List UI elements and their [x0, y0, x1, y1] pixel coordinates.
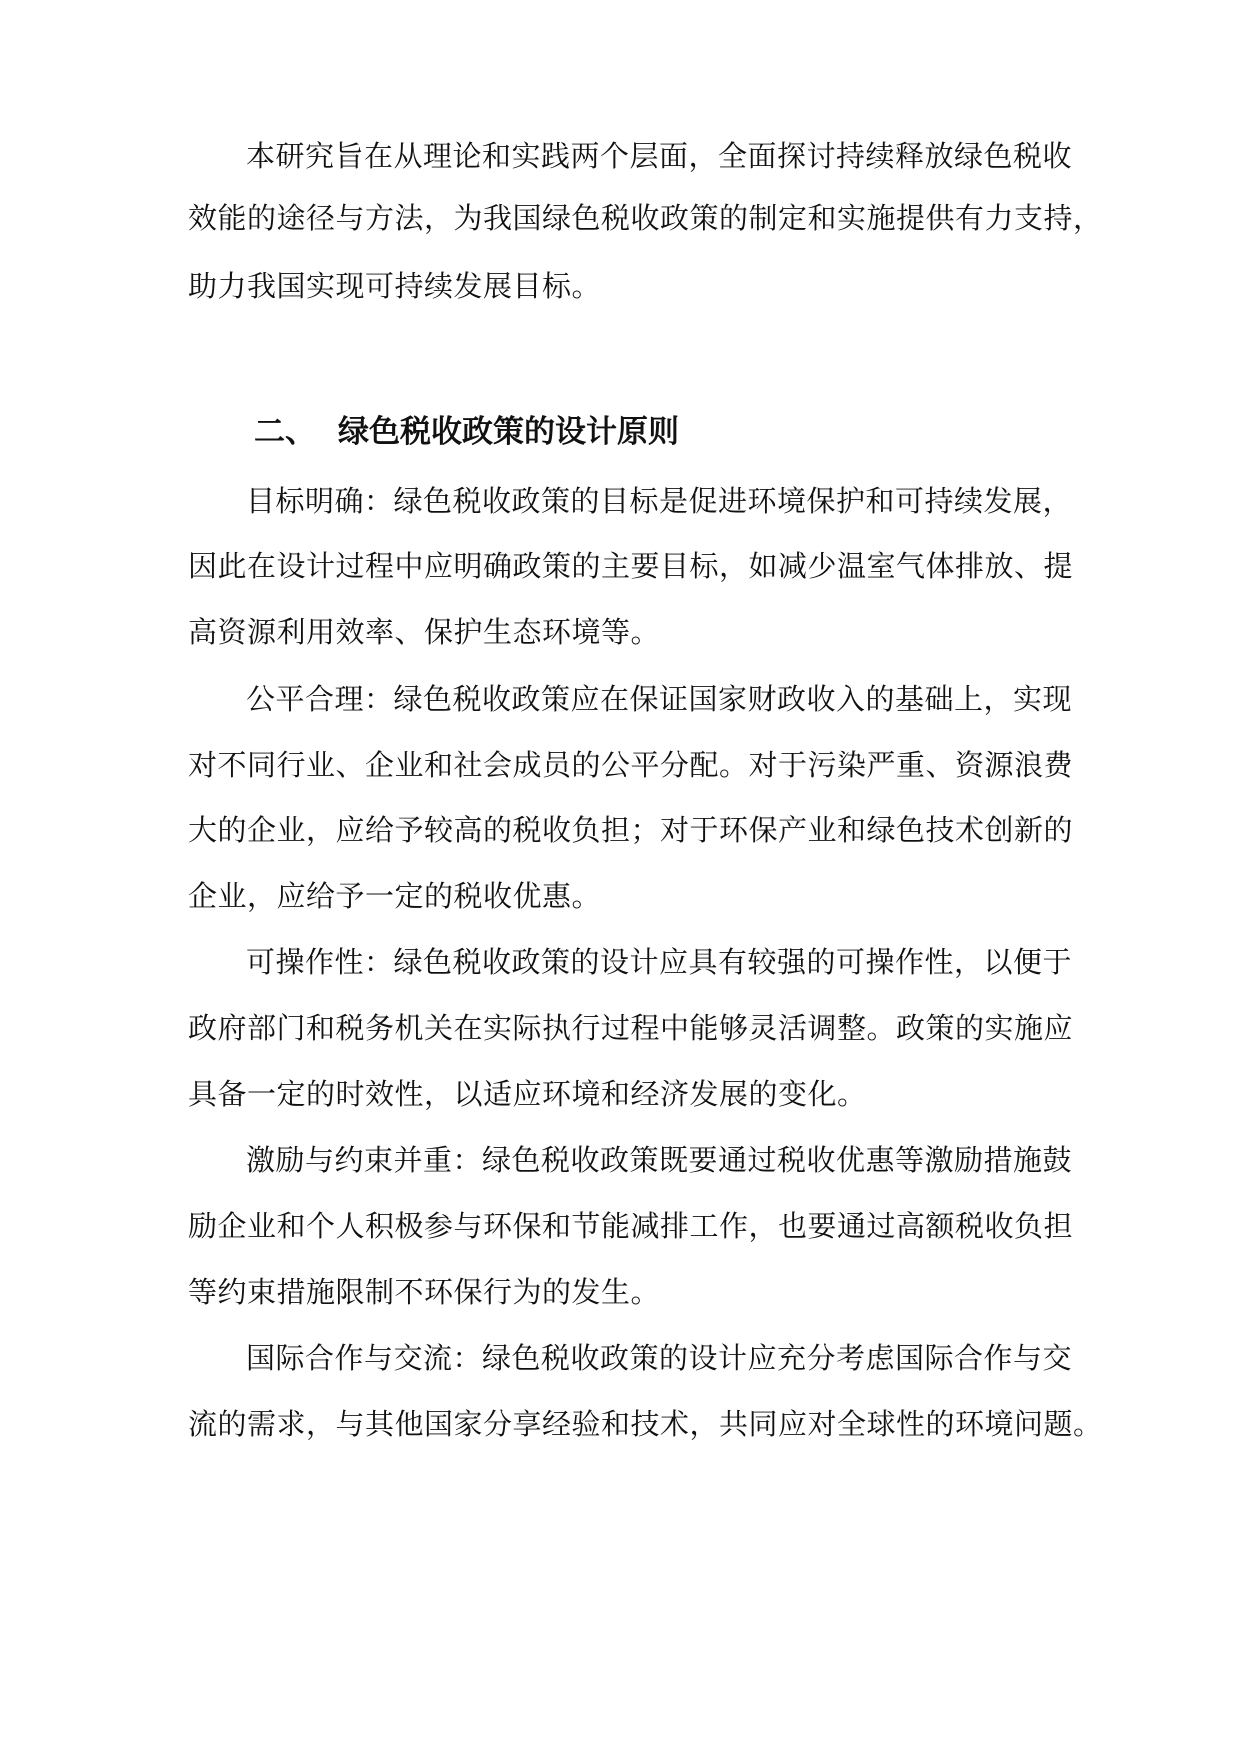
- intro-line-1: 本研究旨在从理论和实践两个层面，全面探讨持续释放绿色税收: [246, 139, 1073, 173]
- principle-1-line-2: 因此在设计过程中应明确政策的主要目标，如减少温室气体排放、提: [188, 549, 1074, 583]
- principle-4-line-3: 等约束措施限制不环保行为的发生。: [188, 1275, 661, 1309]
- intro-line-3: 助力我国实现可持续发展目标。: [188, 269, 602, 303]
- section-heading: [254, 410, 679, 454]
- principle-5-line-1: 国际合作与交流：绿色税收政策的设计应充分考虑国际合作与交: [246, 1341, 1073, 1375]
- section-number: 二、: [254, 414, 316, 450]
- principle-4-line-2: 励企业和个人积极参与环保和节能减排工作，也要通过高额税收负担: [188, 1209, 1074, 1243]
- principle-3-line-3: 具备一定的时效性，以适应环境和经济发展的变化。: [188, 1077, 867, 1111]
- principle-2-line-2: 对不同行业、企业和社会成员的公平分配。对于污染严重、资源浪费: [188, 748, 1074, 782]
- principle-3-line-1: 可操作性：绿色税收政策的设计应具有较强的可操作性，以便于: [246, 945, 1073, 979]
- principle-1-line-3: 高资源利用效率、保护生态环境等。: [188, 615, 661, 649]
- intro-line-2: 效能的途径与方法，为我国绿色税收政策的制定和实施提供有力支持，: [188, 201, 1103, 235]
- principle-2-line-4: 企业，应给予一定的税收优惠。: [188, 879, 602, 913]
- principle-5-line-2: 流的需求，与其他国家分享经验和技术，共同应对全球性的环境问题。: [188, 1407, 1103, 1441]
- principle-2-line-1: 公平合理：绿色税收政策应在保证国家财政收入的基础上，实现: [246, 682, 1073, 716]
- principle-1-line-1: 目标明确：绿色税收政策的目标是促进环境保护和可持续发展，: [246, 484, 1073, 518]
- section-title: 绿色税收政策的设计原则: [338, 414, 679, 450]
- principle-2-line-3: 大的企业，应给予较高的税收负担；对于环保产业和绿色技术创新的: [188, 813, 1074, 847]
- principle-4-line-1: 激励与约束并重：绿色税收政策既要通过税收优惠等激励措施鼓: [246, 1143, 1073, 1177]
- principle-3-line-2: 政府部门和税务机关在实际执行过程中能够灵活调整。政策的实施应: [188, 1011, 1074, 1045]
